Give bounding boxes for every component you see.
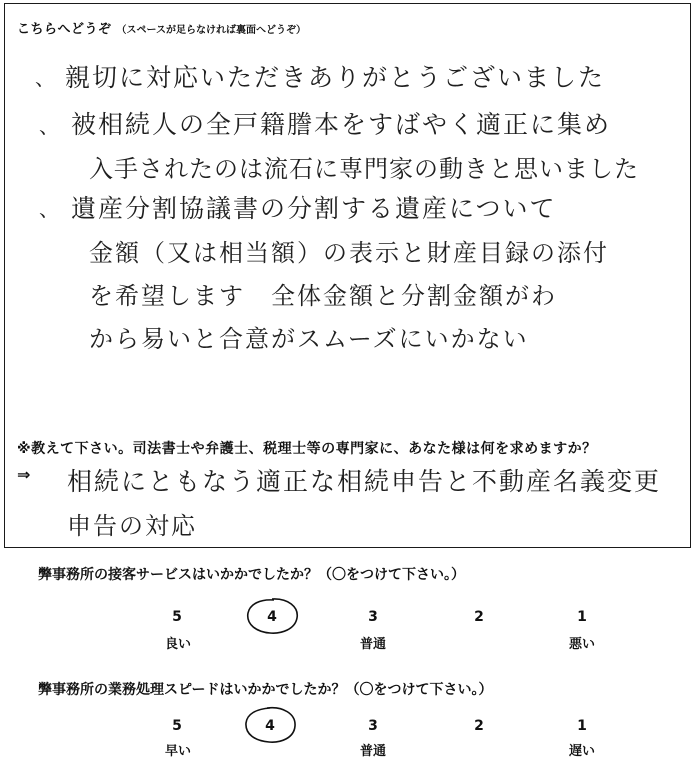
- rating-option-1[interactable]: 1: [577, 718, 587, 734]
- rating-option-2[interactable]: 2: [474, 609, 484, 625]
- handwritten-circle-icon: [242, 595, 302, 637]
- rating-option-1[interactable]: 1: [577, 609, 587, 625]
- rating-option-4[interactable]: 4: [267, 609, 277, 625]
- survey-question-text: 弊事務所の接客サービスはいかかでしたか？（〇をつけて下さい。）: [38, 567, 465, 583]
- rating-label-bad: 悪い: [568, 637, 596, 652]
- comment-line: 遺産分割協議書の分割する遺産について: [71, 194, 557, 223]
- rating-option-3[interactable]: 3: [368, 718, 378, 734]
- comment-line: から易いと合意がスムーズにいかない: [89, 325, 529, 353]
- comment-line: 親切に対応いただきありがとうございました: [65, 63, 606, 92]
- handwritten-circle-icon: [240, 704, 300, 746]
- rating-option-3[interactable]: 3: [368, 609, 378, 625]
- rating-label-average: 普通: [359, 744, 387, 759]
- rating-option-4[interactable]: 4: [265, 718, 275, 734]
- comment-bullet: 、: [35, 66, 55, 90]
- question-text: ※教えて下さい。司法書士や弁護士、税理士等の専門家に、あなた様は何を求めますか？: [17, 441, 597, 457]
- rating-option-5[interactable]: 5: [172, 609, 182, 625]
- feedback-box: [4, 3, 691, 548]
- survey-question-text: 弊事務所の業務処理スピードはいかかでしたか？（〇をつけて下さい。）: [38, 682, 493, 698]
- answer-arrow: ⇒: [17, 465, 31, 484]
- rating-label-average: 普通: [359, 637, 387, 652]
- answer-line: 申告の対応: [67, 512, 197, 540]
- rating-label-fast: 早い: [164, 744, 192, 759]
- box-title-note: （スペースが足らなければ裏面へどうぞ）: [116, 25, 307, 36]
- comment-line: 金額（又は相当額）の表示と財産目録の添付: [89, 239, 609, 267]
- rating-option-2[interactable]: 2: [474, 718, 484, 734]
- box-title: [17, 18, 306, 37]
- rating-label-slow: 遅い: [568, 744, 596, 759]
- comment-bullet: 、: [39, 114, 59, 138]
- answer-line: 相続にともなう適正な相続申告と不動産名義変更: [67, 467, 662, 496]
- rating-label-good: 良い: [164, 637, 192, 652]
- comment-bullet: 、: [39, 197, 59, 221]
- box-title-text: こちらへどうぞ: [17, 22, 112, 37]
- comment-line: 被相続人の全戸籍謄本をすばやく適正に集め: [71, 110, 612, 139]
- comment-line: 入手されたのは流石に専門家の動きと思いました: [89, 155, 639, 183]
- comment-line: を希望します 全体金額と分割金額がわ: [89, 282, 557, 310]
- rating-option-5[interactable]: 5: [172, 718, 182, 734]
